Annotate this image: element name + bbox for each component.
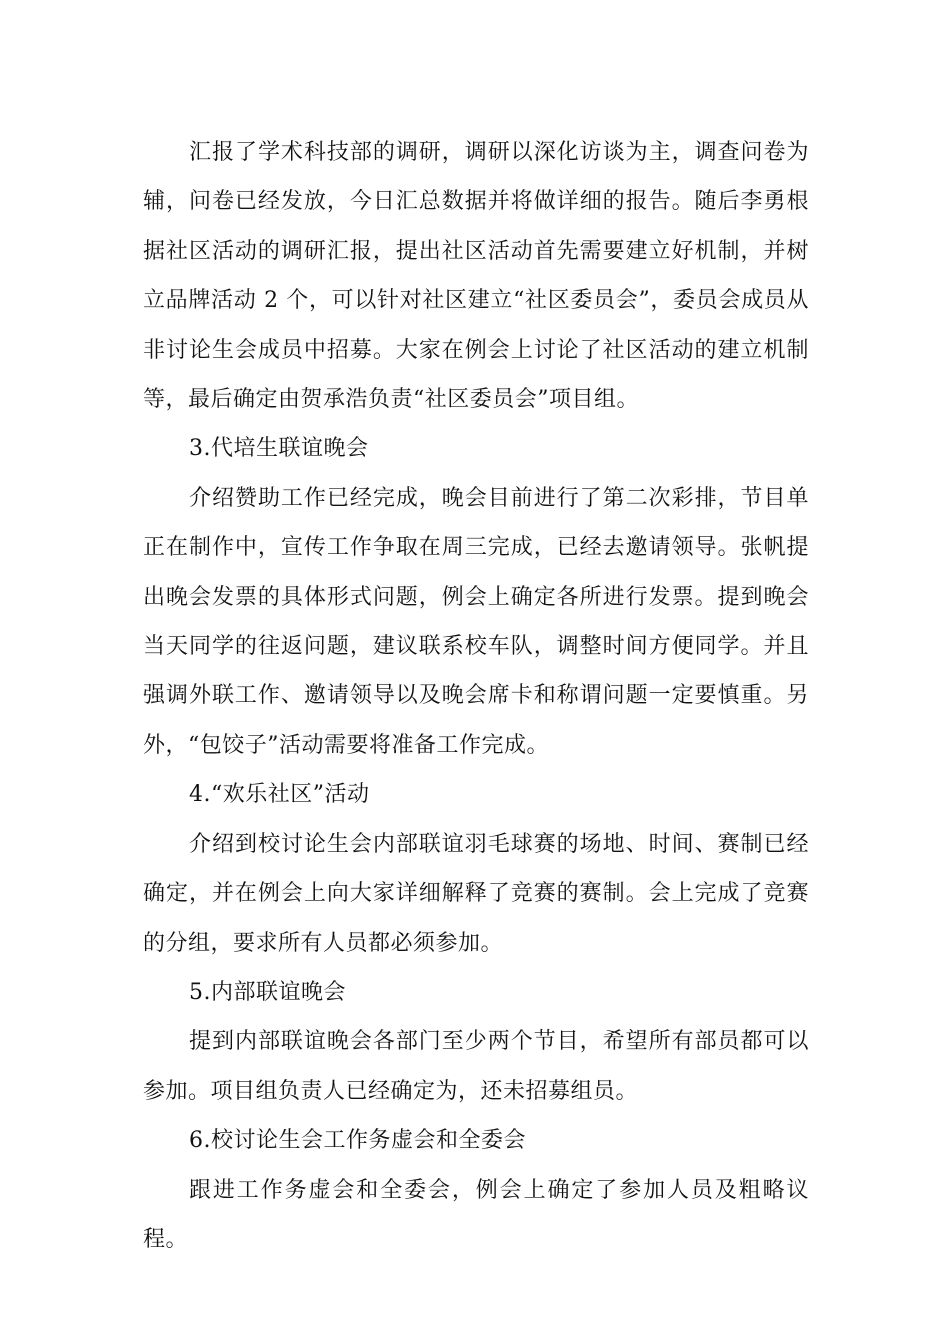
heading-item-4: 4.“欢乐社区”活动 <box>189 782 370 808</box>
paragraph-item-3: 介绍赞助工作已经完成，晚会目前进行了第二次彩排，节目单正在制作中，宣传工作争取在周三完成，已经去邀请领导。张帆提出晚会发票的具体形式问题，例会上确定各所进行发票。提到晚会当天同学的往返问题，建议联系校车队，调整时间方便同学。并且强调外联工作、邀请领导以及晚会席卡和称谓问题一定要慎重。另外，“包饺子”活动需要将准备工作完成。 <box>143 485 809 758</box>
heading-item-5: 5.内部联谊晚会 <box>189 979 346 1005</box>
paragraph-item-5: 提到内部联谊晚会各部门至少两个节目，希望所有部员都可以参加。项目组负责人已经确定为，还未招募组员。 <box>143 1029 809 1104</box>
paragraph-item-4: 介绍到校讨论生会内部联谊羽毛球赛的场地、时间、赛制已经确定，并在例会上向大家详细解释了竞赛的赛制。会上完成了竞赛的分组，要求所有人员都必须参加。 <box>143 831 809 956</box>
heading-item-3: 3.代培生联谊晚会 <box>189 436 369 462</box>
paragraph-item-6: 跟进工作务虚会和全委会，例会上确定了参加人员及粗略议程。 <box>143 1177 809 1252</box>
paragraph-research-report: 汇报了学术科技部的调研，调研以深化访谈为主，调查问卷为辅，问卷已经发放，今日汇总数据并将做详细的报告。随后李勇根据社区活动的调研汇报，提出社区活动首先需要建立好机制，并树立品牌活动 2 个，可以针对社区建立“社区委员会”，委员会成员从非讨论生会成员中招募。大家在例会上讨论了社区活动的建立机制等，最后确定由贺承浩负责“社区委员会”项目组。 <box>143 140 809 413</box>
document-body <box>143 128 809 1264</box>
heading-item-6: 6.校讨论生会工作务虚会和全委会 <box>189 1128 526 1154</box>
